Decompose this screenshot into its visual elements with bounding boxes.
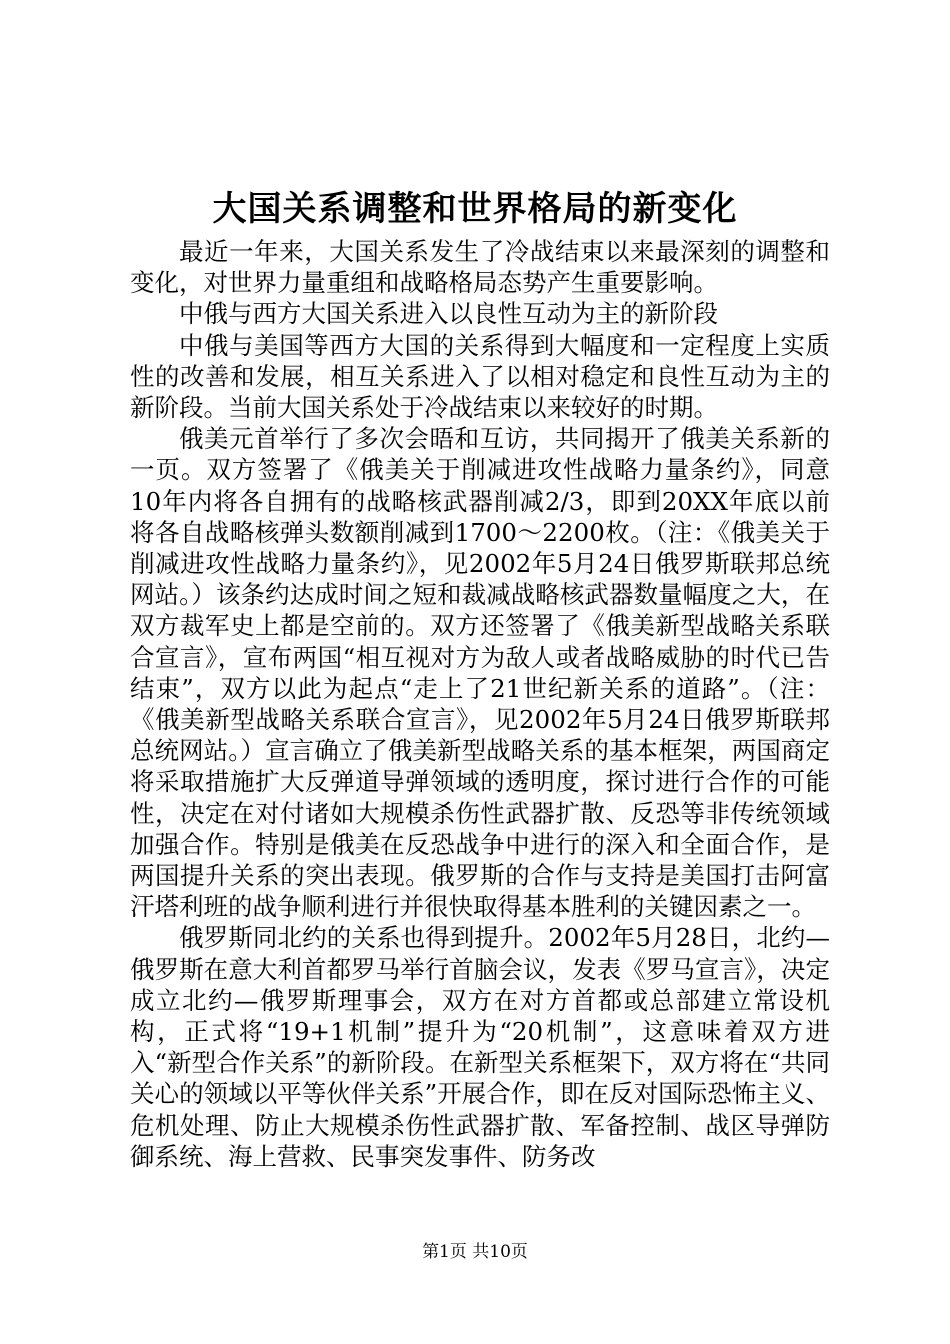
paragraph-russia-nato: 俄罗斯同北约的关系也得到提升。2002年5月28日，北约—俄罗斯在意大利首都罗马举行首脑会议，发表《罗马宣言》，决定成立北约—俄罗斯理事会，双方在对方首都或总部建立常设机构，正式将“19+1机制”提升为“20机制”，这意味着双方进入“新型合作关系”的新阶段。在新型关系框架下，双方将在“共同关心的领域以平等伙伴关系”开展合作，即在反对国际恐怖主义、危机处理、防止大规模杀伤性武器扩散、军备控制、战区导弹防御系统、海上营救、民事突发事件、防务改: [130, 923, 830, 1171]
paragraph-intro: 最近一年来，大国关系发生了冷战结束以来最深刻的调整和变化，对世界力量重组和战略格局态势产生重要影响。: [130, 237, 830, 298]
page-number-footer: 第1页 共10页: [422, 1242, 528, 1262]
document-title: 大国关系调整和世界格局的新变化: [212, 189, 738, 229]
paragraph-relations: 中俄与美国等西方大国的关系得到大幅度和一定程度上实质性的改善和发展，相互关系进入了以相对稳定和良性互动为主的新阶段。当前大国关系处于冷战结束以来较好的时期。: [130, 330, 830, 423]
section-heading: 中俄与西方大国关系进入以良性互动为主的新阶段: [179, 299, 718, 329]
paragraph-russia-us: 俄美元首举行了多次会晤和互访，共同揭开了俄美关系新的一页。双方签署了《俄美关于削减进攻性战略力量条约》，同意10年内将各自拥有的战略核武器削减2/3，即到20XX年底以前将各自战略核弹头数额削减到1700～2200枚。（注：《俄美关于削减进攻性战略力量条约》，见2002年5月24日俄罗斯联邦总统网站。）该条约达成时间之短和裁减战略核武器数量幅度之大，在双方裁军史上都是空前的。双方还签署了《俄美新型战略关系联合宣言》，宣布两国“相互视对方为敌人或者战略威胁的时代已告结束”，双方以此为起点“走上了21世纪新关系的道路”。（注：《俄美新型战略关系联合宣言》，见2002年5月24日俄罗斯联邦总统网站。）宣言确立了俄美新型战略关系的基本框架，两国商定将采取措施扩大反弹道导弹领域的透明度，探讨进行合作的可能性，决定在对付诸如大规模杀伤性武器扩散、反恐等非传统领域加强合作。特别是俄美在反恐战争中进行的深入和全面合作，是两国提升关系的突出表现。俄罗斯的合作与支持是美国打击阿富汗塔利班的战争顺利进行并很快取得基本胜利的关键因素之一。: [130, 424, 830, 922]
document-body: [130, 236, 830, 1172]
